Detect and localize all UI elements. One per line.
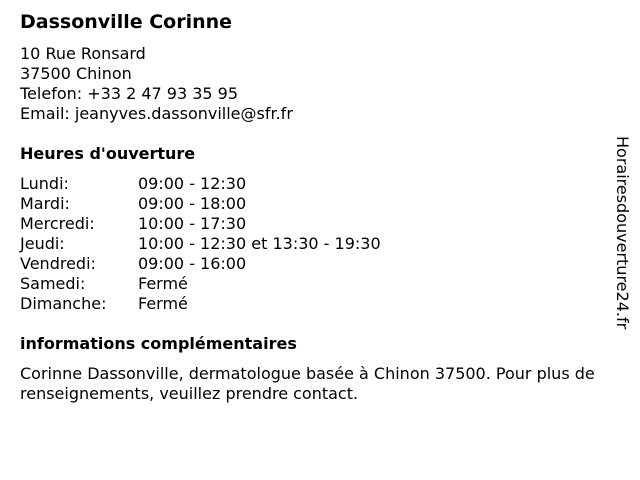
address-street: 10 Rue Ronsard: [20, 44, 146, 63]
address-city: 37500 Chinon: [20, 64, 132, 83]
hours-row-sunday: [20, 294, 381, 314]
contact-block: [20, 44, 293, 124]
opening-hours-table: [20, 174, 381, 314]
additional-info-heading: informations complémentaires: [20, 334, 297, 353]
hours-value: 09:00 - 12:30: [138, 174, 247, 193]
day-label: Mercredi:: [20, 214, 95, 233]
day-label: Vendredi:: [20, 254, 96, 273]
hours-row-tuesday: [20, 194, 381, 214]
business-name: Dassonville Corinne: [20, 11, 233, 33]
day-label: Samedi:: [20, 274, 86, 293]
hours-row-saturday: [20, 274, 381, 294]
email-address: Email: jeanyves.dassonville@sfr.fr: [20, 104, 293, 123]
site-watermark: Horairesdouverture24.fr: [613, 136, 632, 330]
hours-row-monday: [20, 174, 381, 194]
hours-value: 09:00 - 18:00: [138, 194, 247, 213]
hours-value: Fermé: [138, 274, 188, 293]
day-label: Lundi:: [20, 174, 69, 193]
hours-value: 09:00 - 16:00: [138, 254, 247, 273]
hours-value: Fermé: [138, 294, 188, 313]
hours-row-friday: [20, 254, 381, 274]
hours-value: 10:00 - 12:30 et 13:30 - 19:30: [138, 234, 381, 253]
day-label: Mardi:: [20, 194, 70, 213]
hours-value: 10:00 - 17:30: [138, 214, 247, 233]
additional-info-text: Corinne Dassonville, dermatologue basée à Chinon 37500. Pour plus de renseignements, veuillez prendre contact.: [20, 364, 595, 403]
phone-number: Telefon: +33 2 47 93 35 95: [20, 84, 239, 103]
hours-row-thursday: [20, 234, 381, 254]
day-label: Jeudi:: [20, 234, 65, 253]
day-label: Dimanche:: [20, 294, 107, 313]
hours-row-wednesday: [20, 214, 381, 234]
opening-hours-heading: Heures d'ouverture: [20, 144, 196, 163]
